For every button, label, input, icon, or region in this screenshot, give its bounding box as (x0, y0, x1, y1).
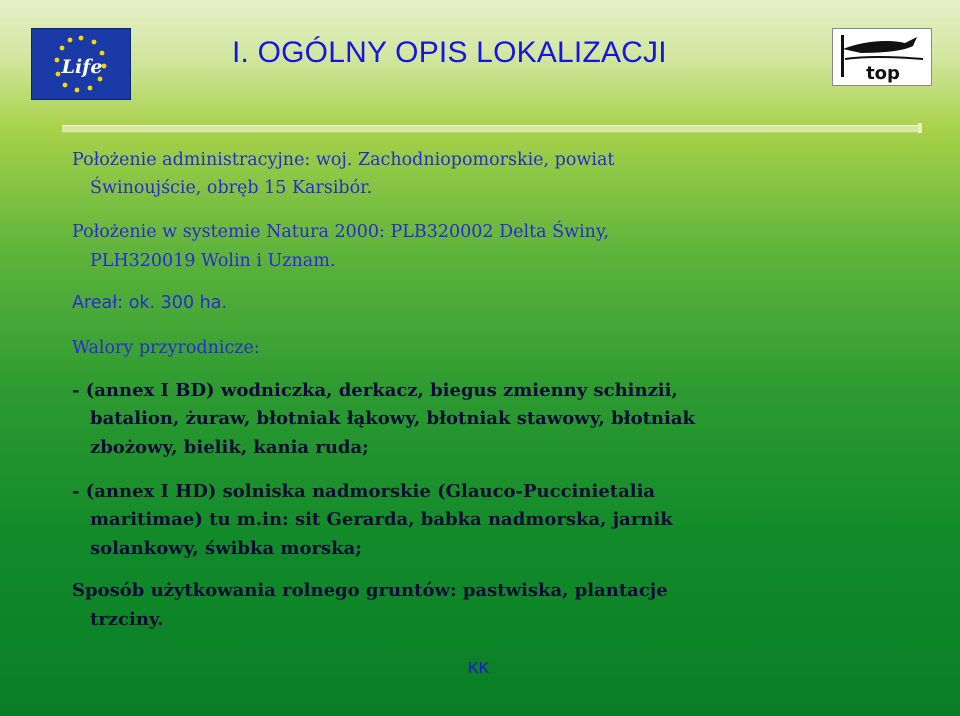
natura-location-line2: PLH320019 Wolin i Uznam. (90, 251, 336, 271)
life-logo (31, 28, 131, 100)
header-divider (62, 125, 920, 133)
bd-species-line1: - (annex I BD) wodniczka, derkacz, biegus zmienny schinzii, (72, 380, 678, 401)
hd-habitat-line3: solankowy, świbka morska; (90, 538, 362, 559)
hd-habitat-line2: maritimae) tu m.in: sit Gerarda, babka nadmorska, jarnik (90, 509, 673, 530)
otop-logo-text: top (866, 63, 900, 84)
values-heading: Walory przyrodnicze: (72, 338, 260, 358)
life-logo-text: Life (61, 56, 103, 78)
bd-species-line3: zbożowy, bielik, kania ruda; (90, 437, 369, 458)
otop-logo (832, 28, 932, 86)
admin-location-line2: Świnoujście, obręb 15 Karsibór. (90, 178, 373, 198)
eu-stars-icon (32, 29, 130, 99)
author-initials: KK (468, 660, 490, 677)
bd-species-line2: batalion, żuraw, błotniak łąkowy, błotniak stawowy, błotniak (90, 408, 695, 429)
land-use-line2: trzciny. (90, 609, 164, 630)
page-title: I. OGÓLNY OPIS LOKALIZACJI (232, 36, 667, 69)
admin-location-line1: Położenie administracyjne: woj. Zachodniopomorskie, powiat (72, 150, 615, 170)
area-text: Areał: ok. 300 ha. (72, 293, 228, 313)
land-use-line1: Sposób użytkowania rolnego gruntów: pastwiska, plantacje (72, 580, 668, 601)
natura-location-line1: Położenie w systemie Natura 2000: PLB320002 Delta Świny, (72, 222, 610, 242)
bird-icon (833, 29, 931, 85)
hd-habitat-line1: - (annex I HD) solniska nadmorskie (Glauco-Puccinietalia (72, 481, 656, 502)
